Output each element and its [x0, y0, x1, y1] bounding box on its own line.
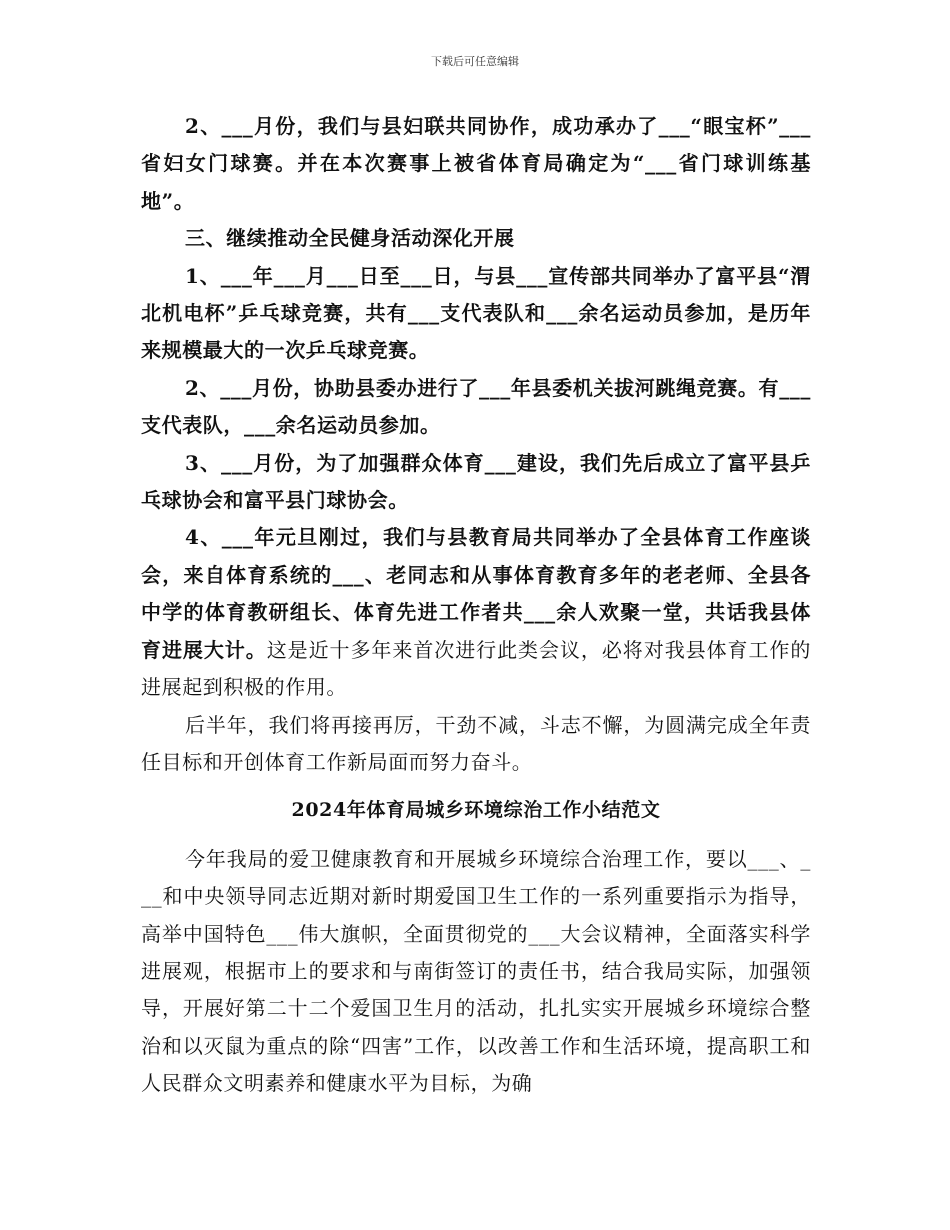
section-title: 2024年体育局城乡环境综治工作小结范文	[291, 799, 661, 822]
paragraph-environment-intro: 今年我局的爱卫健康教育和开展城乡环境综合治理工作，要以___、___和中央领导同志近期对新时期爱国卫生工作的一系列重要指示为指导，高举中国特色___伟大旗帜，全面贯彻党的___大会议精神，全面落实科学进展观，根据市上的要求和与南街签订的责任书，结合我局实际，加强领导，开展好第二十二个爱国卫生月的活动，扎扎实实开展城乡环境综合整治和以灭鼠为重点的除“四害”工作，以改善工作和生活环境，提高职工和人民群众文明素养和健康水平为目标，为确	[141, 846, 811, 1096]
document-body	[141, 108, 811, 1103]
forum-normal-text: 这是近十多年来首次进行此类会议，必将对我县体育工作的进展起到积极的作用。	[141, 637, 811, 700]
paragraph-item-1-table-tennis: 1、___年___月___日至___日，与县___宣传部共同举办了富平县“渭北机电杯”乒乓球竞赛，共有___支代表队和___余名运动员参加，是历年来规模最大的一次乒乓球竞赛。	[141, 263, 811, 363]
forum-bold-text: 4、___年元旦刚过，我们与县教育局共同举办了全县体育工作座谈会，来自体育系统的___、老同志和从事体育教育多年的老老师、全县各中学的体育教研组长、体育先进工作者共___余人欢聚一堂，共话我县体育进展大计。	[141, 525, 811, 662]
paragraph-second-half-plan: 后半年，我们将再接再厉，干劲不减，斗志不懈，为圆满完成全年责任目标和开创体育工作新局面而努力奋斗。	[141, 712, 811, 774]
section-heading-fitness: 三、继续推动全民健身活动深化开展	[185, 226, 515, 251]
page-header: 下载后可任意编辑	[431, 55, 519, 68]
paragraph-item-2-tug-of-war: 2、___月份，协助县委办进行了___年县委机关拔河跳绳竞赛。有___支代表队，___余名运动员参加。	[141, 375, 811, 438]
paragraph-item-2-women-gateball: 2、___月份，我们与县妇联共同协作，成功承办了___“眼宝杯”___省妇女门球赛。并在本次赛事上被省体育局确定为“___省门球训练基地”。	[141, 114, 811, 213]
paragraph-item-3-associations: 3、___月份，为了加强群众体育___建设，我们先后成立了富平县乒乓球协会和富平县门球协会。	[141, 450, 811, 513]
paragraph-item-4-forum	[141, 519, 811, 706]
